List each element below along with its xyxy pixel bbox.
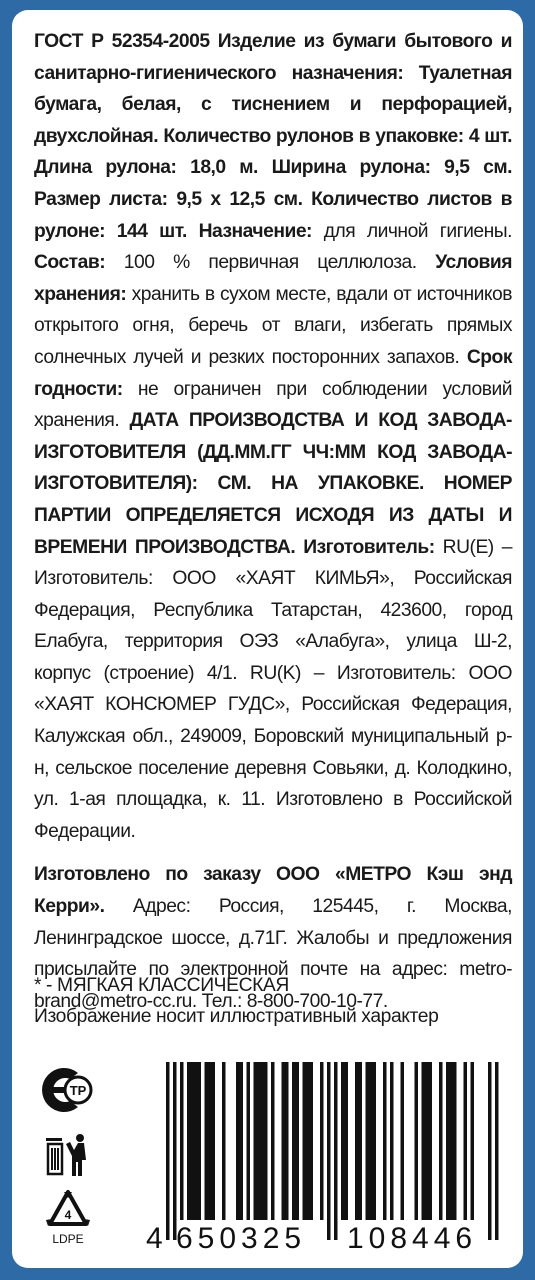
barcode-bar (282, 1062, 286, 1220)
barcode-bar (264, 1062, 268, 1220)
barcode-bar (415, 1062, 419, 1220)
shelf-life-label: Срок годности: (34, 346, 512, 400)
barcode-bar (240, 1062, 244, 1220)
composition-text: 100 % первичная целлюлоза. (105, 252, 436, 274)
barcode-bar (271, 1062, 275, 1220)
shelf-life-text: не ограничен при соблюдении условий хранения. (34, 378, 512, 432)
barcode-bar (257, 1062, 261, 1220)
barcode-bar (369, 1062, 373, 1220)
barcode-bar (390, 1062, 394, 1220)
barcode-right-digits: 108446 (347, 1222, 478, 1255)
barcode-bar (292, 1062, 296, 1220)
barcode-bar (359, 1062, 363, 1220)
notes (34, 970, 514, 1032)
barcode-bar (303, 1062, 307, 1220)
barcode-bar (471, 1062, 475, 1220)
barcode-bar (373, 1062, 377, 1220)
order-address: Адрес: Россия, 125445, г. Москва, Ленинградское шоссе, д.71Г. Жалобы и предложения присылайте по электронной почте на адрес: metro-brand@metro-cc.ru. Тел.: 8-800-700-10-77. (34, 896, 512, 1012)
barcode-bar (261, 1062, 265, 1220)
barcode-first-digit: 4 (146, 1222, 164, 1255)
barcode-bar (296, 1062, 300, 1220)
composition-label: Состав: (34, 252, 106, 274)
barcode-bar (439, 1062, 443, 1220)
barcode (140, 1062, 520, 1262)
barcode-left-digits: 650325 (176, 1222, 307, 1255)
barcode-bar (191, 1062, 195, 1220)
recycle-label: LDPE (52, 1232, 84, 1246)
barcode-bar (208, 1062, 212, 1220)
purpose-text: для личной гигиены. (311, 220, 512, 242)
barcode-bar (247, 1062, 251, 1220)
barcode-bar (310, 1062, 314, 1220)
storage-label: Условия хранения: (34, 252, 512, 305)
order-label: Изготовлено по заказу ООО «МЕТРО Кэш энд Керри». (34, 864, 512, 918)
barcode-bar (488, 1062, 492, 1240)
barcode-bar (194, 1062, 198, 1220)
barcode-bar (198, 1062, 202, 1220)
label-card (12, 10, 523, 1268)
gost-title: ГОСТ Р 52354-2005 Изделие из бумаги бытового и санитарно-гигиенического назначения: Туалетная бумага, белая, с тиснением и перфорацией, двухслойная. Количество рулонов в упаковке: 4 шт. Длина рулона: 18,0 м. Ширина рулона: 9,5 см. Размер листа: 9,5 х 12,5 см. Количество листов в рулоне: 144 шт. Назначение: (34, 31, 512, 242)
barcode-bar (446, 1062, 450, 1220)
storage-text: хранить в сухом месте, вдали от источников открытого огня, беречь от влаги, избегать прямых солнечных лучей и резких посторонних запахов. (34, 283, 512, 368)
barcode-bar (425, 1062, 429, 1220)
illustrative-note: Изображение носит иллюстративный характер (34, 1006, 439, 1027)
barcode-bar (254, 1062, 258, 1220)
barcode-bar (345, 1062, 349, 1220)
barcode-bar (383, 1062, 387, 1220)
product-description (34, 26, 512, 1017)
barcode-bar (341, 1062, 345, 1220)
barcode-bar (173, 1062, 177, 1240)
barcode-bar (334, 1062, 338, 1240)
barcode-bar (180, 1062, 184, 1220)
barcode-bar (205, 1062, 209, 1220)
barcode-bar (320, 1062, 324, 1220)
barcode-bar (366, 1062, 370, 1220)
barcode-bar (166, 1062, 170, 1240)
barcode-bar (236, 1062, 240, 1220)
eac-certification-icon (34, 1065, 94, 1115)
barcode-bar (450, 1062, 454, 1220)
barcode-bar (212, 1062, 216, 1220)
barcode-bar (401, 1062, 405, 1220)
eac-tr-text: ТР (69, 1083, 87, 1098)
recycle-number: 4 (64, 1208, 72, 1222)
barcode-bar (327, 1062, 331, 1240)
barcode-bar (495, 1062, 499, 1240)
barcode-bar (306, 1062, 310, 1220)
barcode-bar (453, 1062, 457, 1220)
recycle-ldpe-icon (40, 1188, 96, 1250)
barcode-bar (285, 1062, 289, 1220)
paragraph-main (34, 26, 512, 847)
manufacturer-text: RU(E) – Изготовитель: ООО «ХАЯТ КИМЬЯ», Российская Федерация, Республика Татарстан, 423600, город Елабуга, территория ОЭЗ «Алабуга», улица Ш-2, корпус (строение) 4/1. RU(K) – Изготовитель: ООО «ХАЯТ КОНСЮМЕР ГУДС», Российская Федерация, Калужская обл., 249009, Боровский муниципальный р-н, сельское поселение деревня Совьяки, д. Колодкино, ул. 1-ая площадка, к. 11. Изготовлено в Российской Федерации. (34, 536, 512, 842)
barcode-bar (422, 1062, 426, 1220)
barcode-bars (166, 1062, 499, 1240)
tidyman-trash-icon (42, 1132, 94, 1180)
barcode-bar (464, 1062, 468, 1220)
soft-note: * - МЯГКАЯ КЛАССИЧЕСКАЯ (34, 975, 289, 996)
barcode-bar (187, 1062, 191, 1220)
production-info: ДАТА ПРОИЗВОДСТВА И КОД ЗАВОДА-ИЗГОТОВИТЕЛЯ (ДД.ММ.ГГ ЧЧ:ММ КОД ЗАВОДА-ИЗГОТОВИТЕЛЯ): СМ. НА УПАКОВКЕ. НОМЕР ПАРТИИ ОПРЕДЕЛЯЕТСЯ ИСХОДЯ ИЗ ДАТЫ И ВРЕМЕНИ ПРОИЗВОДСТВА. Изготовитель: (34, 410, 512, 558)
barcode-bar (355, 1062, 359, 1220)
barcode-bar (222, 1062, 226, 1220)
barcode-bar (429, 1062, 433, 1220)
